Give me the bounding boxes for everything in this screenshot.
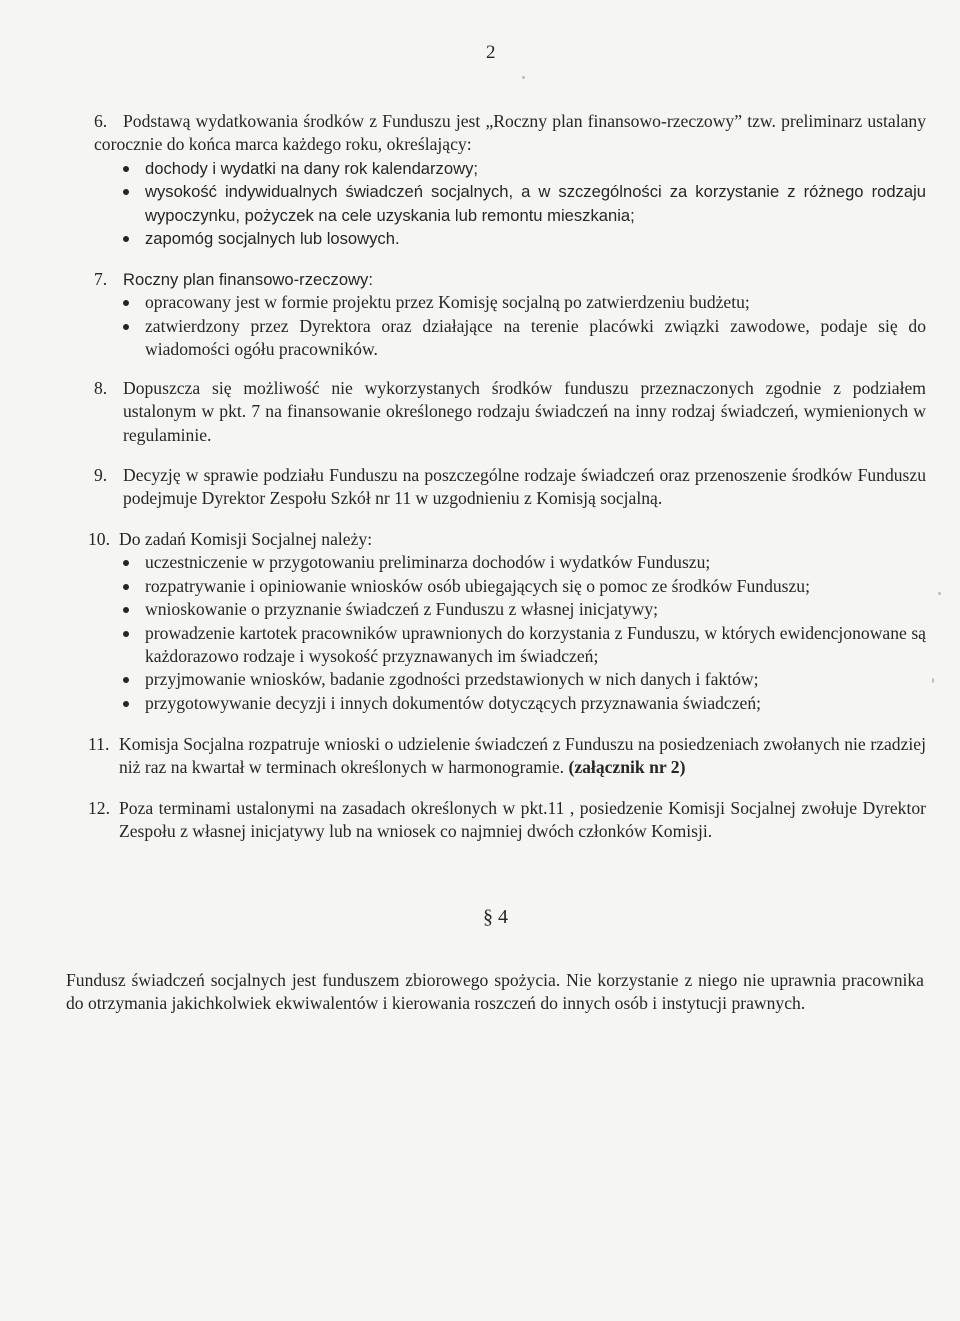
point-number: 7.	[94, 269, 108, 289]
list-item: rozpatrywanie i opiniowanie wniosków osób ubiegających się o pomoc ze środków Funduszu;	[115, 575, 926, 598]
point-number: 12.	[88, 798, 110, 818]
point-8	[94, 377, 926, 447]
list-item: uczestniczenie w przygotowaniu preliminarza dochodów i wydatków Funduszu;	[115, 551, 926, 574]
point-lead: Podstawą wydatkowania środków z Funduszu jest „Roczny plan finansowo-rzeczowy” tzw. preliminarz ustalany corocznie do końca marca każdego roku, określający:	[94, 111, 926, 155]
list-item: dochody i wydatki na dany rok kalendarzowy;	[115, 157, 926, 180]
point-number: 11.	[88, 734, 110, 754]
point-lead: Dopuszcza się możliwość nie wykorzystanych środków funduszu przeznaczonych zgodnie z podziałem ustalonym w pkt. 7 na finansowanie określonego rodzaju świadczeń na inny rodzaj świadczeń, wymienionych w regulaminie.	[123, 378, 926, 445]
closing-paragraph: Fundusz świadczeń socjalnych jest funduszem zbiorowego spożycia. Nie korzystanie z niego nie uprawnia pracownika do otrzymania jakichkolwiek ekwiwalentów i kierowania roszczeń do innych osób i instytucji prawnych.	[66, 970, 924, 1014]
point-12	[88, 797, 926, 844]
point-number: 6.	[94, 111, 108, 131]
page-number: 2	[486, 42, 496, 63]
bullet-list	[115, 551, 926, 715]
point-9	[94, 464, 926, 511]
point-lead: Roczny plan finansowo-rzeczowy:	[123, 270, 373, 289]
bullet-list	[115, 157, 926, 251]
point-11	[88, 733, 926, 780]
section-heading: § 4	[483, 906, 508, 928]
point-lead	[88, 733, 926, 780]
point-lead: Poza terminami ustalonymi na zasadach określonych w pkt.11 , posiedzenie Komisji Socjalnej zwołuje Dyrektor Zespołu z własnej inicjatywy lub na wniosek co najmniej dwóch członków Komisji.	[119, 798, 926, 842]
scan-speck	[522, 76, 525, 79]
point-number: 9.	[94, 465, 108, 485]
point-number: 10.	[88, 529, 110, 549]
list-item: przyjmowanie wniosków, badanie zgodności przedstawionych w nich danych i faktów;	[115, 668, 926, 691]
point-6	[94, 110, 926, 250]
scan-speck	[938, 592, 941, 595]
list-item: prowadzenie kartotek pracowników uprawnionych do korzystania z Funduszu, w których ewidencjonowane są każdorazowo rodzaje i wysokość przyznawanych im świadczeń;	[115, 622, 926, 669]
point-7	[94, 268, 926, 362]
point-number: 8.	[94, 378, 108, 398]
scan-speck	[932, 678, 934, 683]
list-item: zapomóg socjalnych lub losowych.	[115, 227, 926, 250]
attachment-reference: (załącznik nr 2)	[568, 757, 686, 778]
point-lead: Decyzję w sprawie podziału Funduszu na poszczególne rodzaje świadczeń oraz przenoszenie środków Funduszu podejmuje Dyrektor Zespołu Szkół nr 11 w uzgodnieniu z Komisją socjalną.	[123, 465, 926, 509]
list-item: zatwierdzony przez Dyrektora oraz działające na terenie placówki związki zawodowe, podaje się do wiadomości ogółu pracowników.	[115, 315, 926, 362]
point-10	[88, 528, 926, 715]
list-item: wysokość indywidualnych świadczeń socjalnych, a w szczególności za korzystanie z różnego rodzaju wypoczynku, pożyczek na cele uzyskania lub remontu mieszkania;	[115, 180, 926, 227]
point-lead-text: Komisja Socjalna rozpatruje wnioski o udzielenie świadczeń z Funduszu na posiedzeniach zwołanych nie rzadziej niż raz na kwartał w terminach określonych w harmonogramie.	[119, 734, 926, 778]
list-item: przygotowywanie decyzji i innych dokumentów dotyczących przyznawania świadczeń;	[115, 692, 926, 715]
list-item: opracowany jest w formie projektu przez Komisję socjalną po zatwierdzeniu budżetu;	[115, 291, 926, 314]
list-item: wnioskowanie o przyznanie świadczeń z Funduszu z własnej inicjatywy;	[115, 598, 926, 621]
point-lead: Do zadań Komisji Socjalnej należy:	[119, 529, 373, 549]
bullet-list	[115, 291, 926, 361]
